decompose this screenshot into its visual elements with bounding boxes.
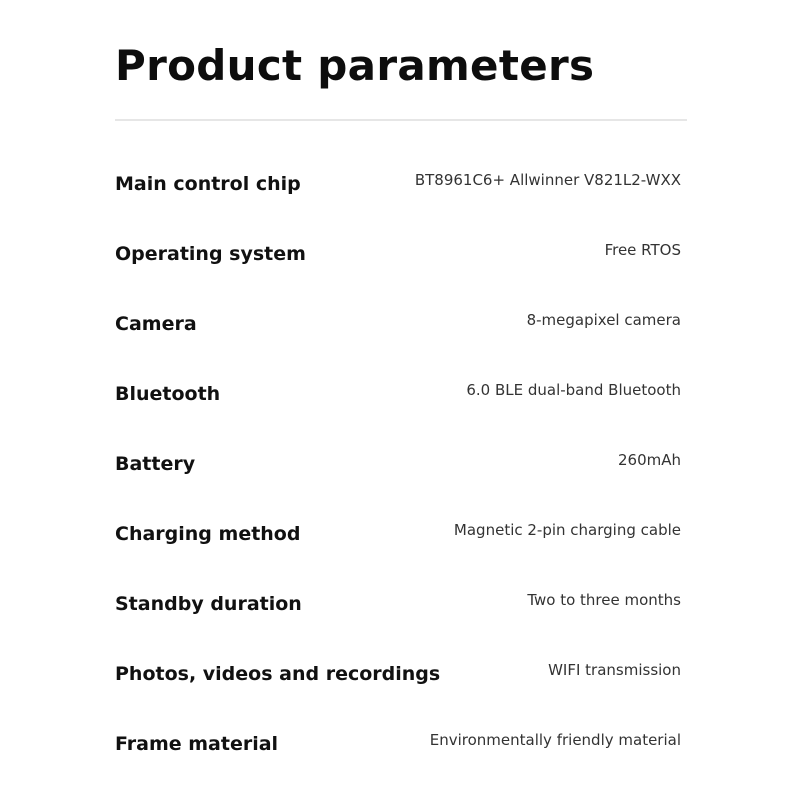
parameter-list [115,148,681,778]
parameter-label: Battery [115,453,196,475]
parameter-value: Magnetic 2-pin charging cable [453,521,681,539]
parameter-value: BT8961C6+ Allwinner V821L2-WXX [414,171,681,189]
parameter-value: 8-megapixel camera [526,311,681,329]
parameter-value: Two to three months [527,591,681,609]
parameter-label: Charging method [115,523,301,545]
parameter-label: Main control chip [115,173,301,195]
parameter-row-frame-material [115,708,681,778]
title-divider [115,119,687,121]
parameter-row-photos-videos-recordings [115,638,681,708]
parameter-label: Bluetooth [115,383,221,405]
parameter-value: 260mAh [617,451,681,469]
page-title: Product parameters [115,41,595,90]
parameter-row-camera [115,288,681,358]
parameter-value: 6.0 BLE dual-band Bluetooth [466,381,681,399]
parameter-label: Operating system [115,243,306,265]
parameter-row-battery [115,428,681,498]
parameter-label: Photos, videos and recordings [115,663,441,685]
parameter-label: Standby duration [115,593,302,615]
parameter-row-main-control-chip [115,148,681,218]
parameter-row-charging-method [115,498,681,568]
parameter-label: Camera [115,313,197,335]
parameter-value: Environmentally friendly material [429,731,681,749]
parameter-value: Free RTOS [604,241,681,259]
parameter-label: Frame material [115,733,279,755]
parameter-row-bluetooth [115,358,681,428]
parameter-row-standby-duration [115,568,681,638]
parameter-row-operating-system [115,218,681,288]
parameter-value: WIFI transmission [548,661,681,679]
